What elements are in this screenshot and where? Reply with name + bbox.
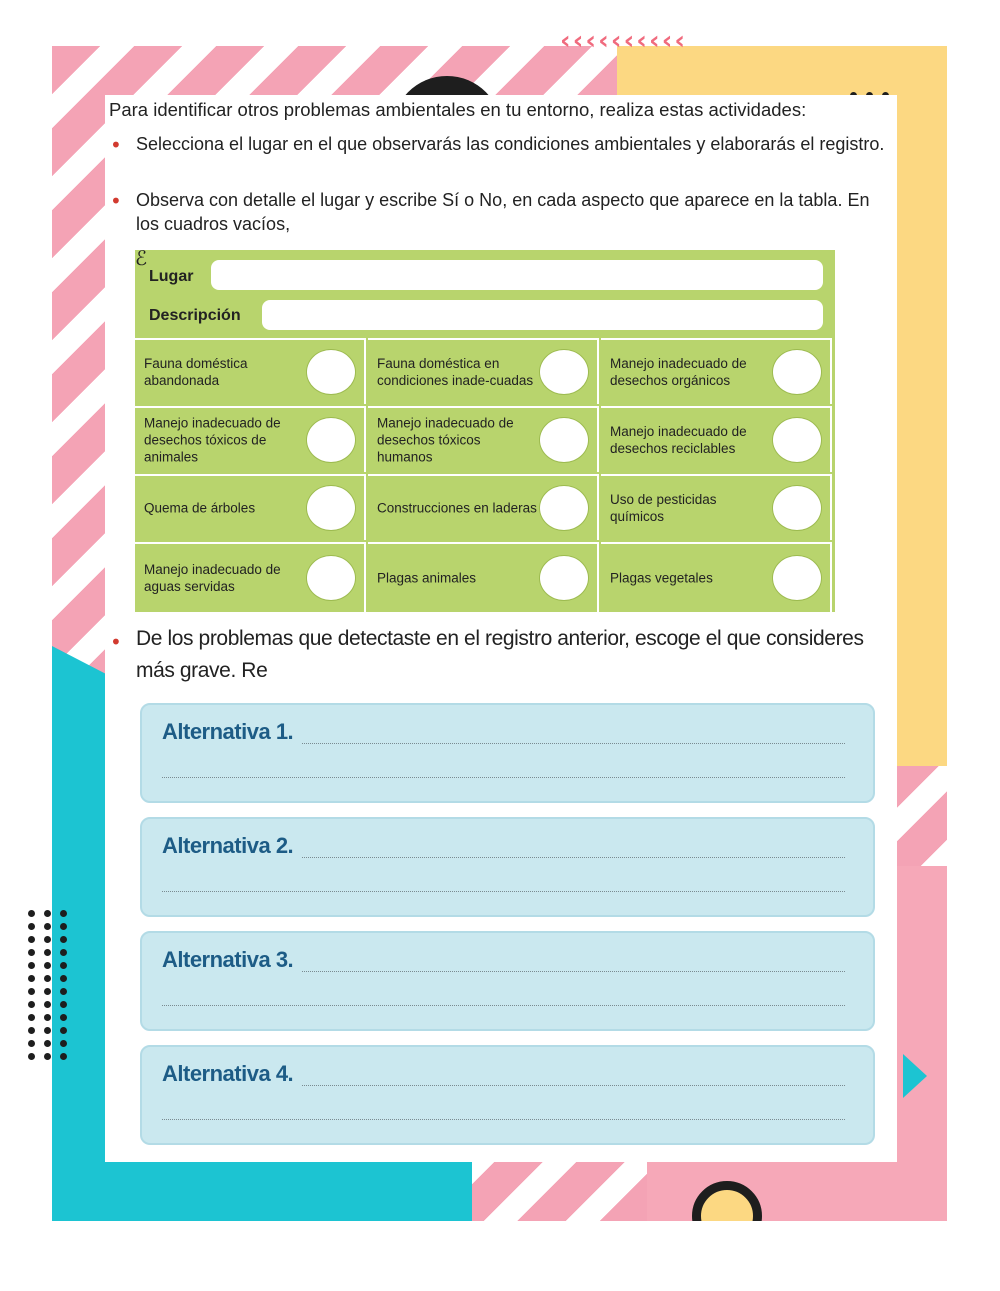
cell-label: Fauna doméstica en condiciones inade-cuadas <box>377 356 534 388</box>
cell-label: Plagas vegetales <box>610 570 713 586</box>
answer-line[interactable] <box>302 971 845 972</box>
cell-label: Manejo inadecuado de desechos tóxicos humanos <box>377 415 514 465</box>
table-cell <box>135 542 366 612</box>
answer-circle[interactable] <box>306 349 356 395</box>
answer-circle[interactable] <box>772 485 822 531</box>
cell-label: Fauna doméstica abandonada <box>144 356 248 388</box>
leaf-icon: ℰ <box>135 246 148 270</box>
alternativa-box <box>140 703 875 803</box>
alternativa-box <box>140 817 875 917</box>
cell-label: Manejo inadecuado de desechos reciclables <box>610 424 747 456</box>
alternativa-label: Alternativa 2. <box>162 833 294 858</box>
table-cell <box>135 338 366 404</box>
instruction-3: De los problemas que detectaste en el registro anterior, escoge el que consideres más grave. Re <box>136 627 864 682</box>
answer-line[interactable] <box>302 743 845 744</box>
answer-circle[interactable] <box>306 485 356 531</box>
alternativa-box <box>140 1045 875 1145</box>
cell-label: Quema de árboles <box>144 500 256 516</box>
answer-circle[interactable] <box>306 417 356 463</box>
answer-line[interactable] <box>162 1005 845 1006</box>
table-cell <box>601 474 832 540</box>
table-cell <box>368 406 599 472</box>
answer-circle[interactable] <box>539 555 589 601</box>
table-cell <box>368 474 599 540</box>
cell-label: Manejo inadecuado de aguas servidas <box>144 562 281 594</box>
chevron-decoration-top: ‹‹‹‹‹‹‹‹‹‹ <box>560 26 688 56</box>
descripcion-label: Descripción <box>149 307 241 324</box>
answer-line[interactable] <box>162 777 845 778</box>
answer-line[interactable] <box>162 1119 845 1120</box>
answer-line[interactable] <box>162 891 845 892</box>
cell-label: Uso de pesticidas químicos <box>610 492 717 524</box>
bullet-icon: • <box>110 133 122 157</box>
table-cell <box>368 338 599 404</box>
table-cell <box>135 406 366 472</box>
cell-label: Manejo inadecuado de desechos tóxicos de animales <box>144 415 281 465</box>
bullet-icon: • <box>110 189 122 213</box>
cell-label: Manejo inadecuado de desechos orgánicos <box>610 356 747 388</box>
alternativa-label: Alternativa 4. <box>162 1061 294 1086</box>
cyan-triangle <box>903 1054 927 1098</box>
table-cell <box>368 542 599 612</box>
answer-line[interactable] <box>302 857 845 858</box>
lugar-label: Lugar <box>149 268 194 285</box>
registro-table <box>135 246 835 612</box>
table-cell <box>135 474 366 540</box>
alternativa-label: Alternativa 3. <box>162 947 294 972</box>
instruction-1: Selecciona el lugar en el que observarás las condiciones ambientales y elaborarás el registro. <box>136 134 885 154</box>
answer-circle[interactable] <box>772 417 822 463</box>
descripcion-input[interactable] <box>262 300 823 330</box>
alternativa-label: Alternativa 1. <box>162 719 294 744</box>
answer-circle[interactable] <box>539 349 589 395</box>
table-cell <box>601 406 832 472</box>
alternativa-box <box>140 931 875 1031</box>
cell-label: Plagas animales <box>377 570 477 586</box>
dot-grid-left <box>28 910 70 1060</box>
answer-circle[interactable] <box>772 349 822 395</box>
bullet-icon: • <box>110 630 122 654</box>
lugar-input[interactable] <box>211 260 823 290</box>
answer-circle[interactable] <box>772 555 822 601</box>
instruction-2: Observa con detalle el lugar y escribe Sí o No, en cada aspecto que aparece en la tabla. En los cuadros vacíos, <box>136 190 870 234</box>
table-cell <box>601 338 832 404</box>
cell-label: Construcciones en laderas <box>377 500 537 516</box>
answer-circle[interactable] <box>539 485 589 531</box>
intro-text: Para identificar otros problemas ambientales en tu entorno, realiza estas actividades: <box>109 99 807 120</box>
table-cell <box>601 542 832 612</box>
answer-line[interactable] <box>302 1085 845 1086</box>
worksheet <box>105 95 897 1162</box>
answer-circle[interactable] <box>539 417 589 463</box>
answer-circle[interactable] <box>306 555 356 601</box>
